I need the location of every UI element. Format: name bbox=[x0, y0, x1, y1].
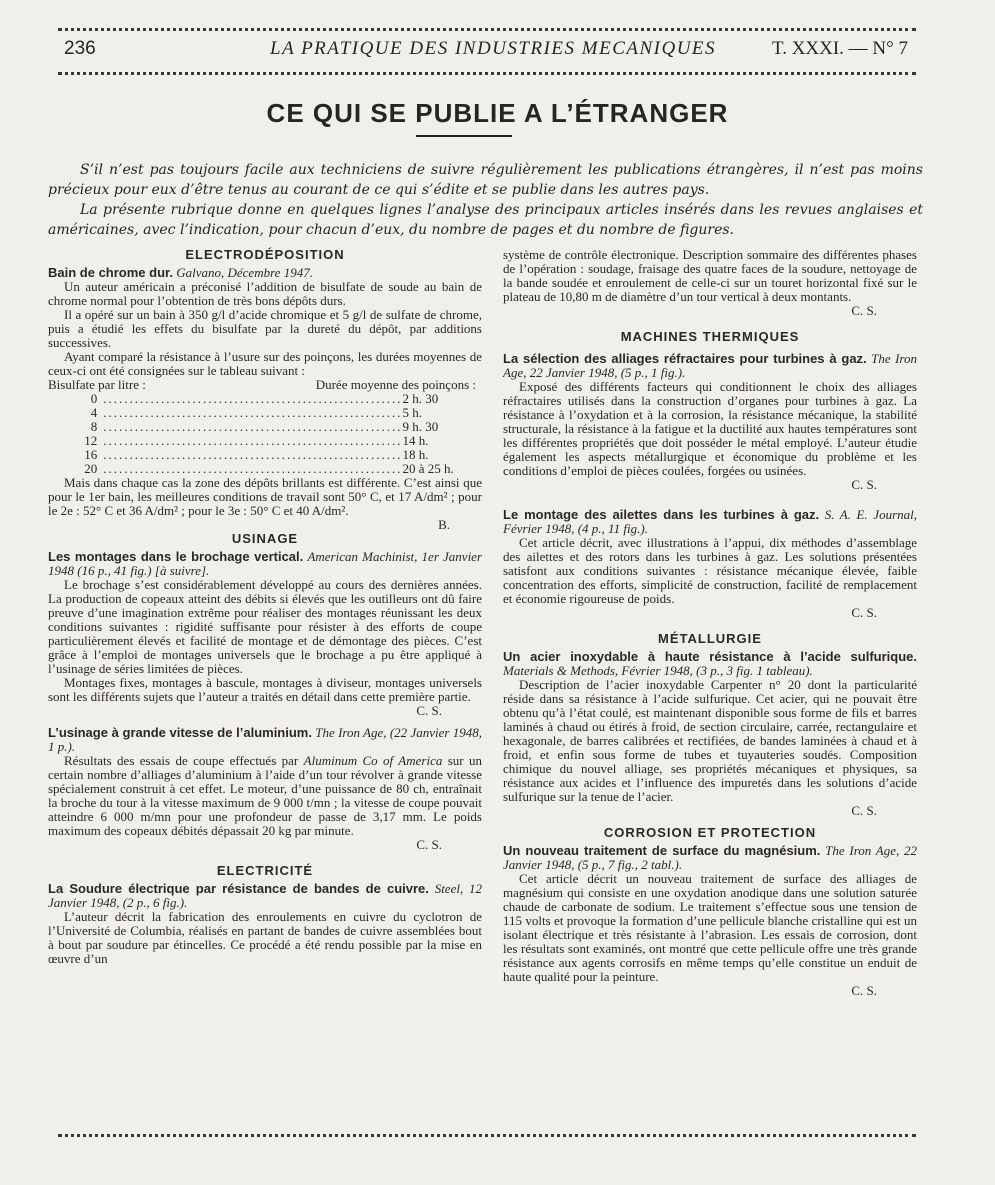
section-heading-usinage: USINAGE bbox=[231, 531, 299, 546]
title-underline bbox=[416, 135, 512, 137]
article-header bbox=[503, 650, 917, 678]
volume-number: T. XXXI. — N° 7 bbox=[772, 38, 909, 59]
table-row bbox=[48, 434, 482, 448]
table-row bbox=[48, 462, 482, 476]
table-cell-duration: 2 h. 30 bbox=[402, 391, 439, 406]
section-heading-metallurgie: MÉTALLURGIE bbox=[658, 631, 762, 646]
table-cell-duration: 20 à 25 h. bbox=[402, 461, 454, 476]
company-name: Aluminum Co of America bbox=[303, 753, 443, 768]
table-cell-duration: 14 h. bbox=[402, 433, 429, 448]
table-column-header: Durée moyenne des poinçons : bbox=[315, 377, 476, 392]
intro-paragraph: S’il n’est pas toujours facile aux techniciens de suivre régulièrement les publications étrangères, il n’est pas moins précieux pour eux d’être tenus au courant de ce qui s’édite et se publie dans les autres pays. bbox=[48, 162, 923, 198]
table-cell-duration: 5 h. bbox=[402, 405, 422, 420]
page-number: 236 bbox=[64, 38, 96, 59]
article-title: Les montages dans le brochage vertical. bbox=[48, 549, 304, 564]
article-paragraph: Il a opéré sur un bain à 350 g/l d’acide chromique et 5 g/l de sulfate de chrome, puis a étudié les effets du bisulfate par la dureté du dépôt, par additions successives. bbox=[48, 307, 482, 350]
article-paragraph: Cet article décrit, avec illustrations à l’appui, dix méthodes d’assemblage des ailettes et des rotors dans les turbines à gaz. Les solutions présentées satisfont aux conditions suivantes : résistance mécanique élevée, faible concentration des efforts, simplicité de construction, facilité de remplacement et économie rigoureuse de poids. bbox=[503, 535, 917, 606]
table-cell-duration: 18 h. bbox=[402, 447, 429, 462]
bottom-dotted-rule bbox=[58, 1134, 916, 1137]
article-title: La sélection des alliages réfractaires pour turbines à gaz. bbox=[503, 351, 867, 366]
leader-dots: ......................................................... bbox=[103, 461, 403, 476]
article-signature: C. S. bbox=[851, 303, 877, 318]
article-signature: C. S. bbox=[416, 703, 442, 718]
leader-dots: ......................................................... bbox=[103, 433, 403, 448]
article-paragraph: Montages fixes, montages à bascule, montages à diviseur, montages universels sont les différents sujets que l’auteur a traités en détail dans cette première partie. bbox=[48, 675, 482, 704]
article-signature: C. S. bbox=[851, 983, 877, 998]
running-header bbox=[64, 38, 912, 64]
article-title: L’usinage à grande vitesse de l’aluminium. bbox=[48, 725, 312, 740]
table-cell-bisulfate: 16 bbox=[84, 447, 98, 462]
section-heading-electrodeposition: ELECTRODÉPOSITION bbox=[185, 247, 345, 262]
table-row bbox=[48, 420, 482, 434]
table-cell-bisulfate: 12 bbox=[84, 433, 98, 448]
article-title: Le montage des ailettes dans les turbines à gaz. bbox=[503, 507, 820, 522]
article-source: The Iron Age, (22 Janvier 1948, 1 p.). bbox=[48, 725, 482, 754]
article-paragraph-continued: système de contrôle électronique. Description sommaire des différentes phases de l’opération : soudage, fraisage des quatre faces de la soudure, nettoyage de la bande soudée et enroulement de celle-ci sur un touret horizontal fixé sur le plateau de 10,80 m de diamètre d’un tour vertical à deux montants. bbox=[503, 247, 917, 304]
text-run: sur un certain nombre d’alliages d’aluminium à l’aide d’un tour révolver à grande vitesse spécialement construit à cet effet. Le moteur, d’une puissance de 80 ch, entraînait la broche du tour à la vitesse maximum de 9 000 t/mn ; la vitesse de coupe pouvait atteindre 6 000 m/mn pour une profondeur de passe de 3,17 mm. Le poids maximum des copeaux débités dépassait 20 kg par minute. bbox=[48, 753, 483, 838]
top-dotted-rule bbox=[58, 28, 916, 31]
article-source: S. A. E. Journal, Février 1948, (4 p., 11 fig.). bbox=[503, 507, 917, 536]
table-row bbox=[48, 448, 482, 462]
left-column bbox=[48, 248, 482, 966]
article-title: Un nouveau traitement de surface du magnésium. bbox=[503, 843, 821, 858]
article-header bbox=[48, 550, 482, 578]
article-source: The Iron Age, 22 Janvier 1948, (5 p., 7 fig., 2 tabl.). bbox=[503, 843, 918, 872]
table-cell-bisulfate: 20 bbox=[84, 461, 98, 476]
leader-dots: ......................................................... bbox=[103, 405, 403, 420]
section-heading-corrosion: CORROSION ET PROTECTION bbox=[603, 825, 817, 840]
article-paragraph: Exposé des différents facteurs qui conditionnent le choix des alliages réfractaires utilisés dans la construction d’organes pour turbines à gaz. La résistance à l’oxydation et à la corrosion, la résistance mécanique, la stabilité structurale, la résistance à la fatigue et la ductilité aux hautes températures sont les différentes propriétés que doit posséder le métal employé. L’auteur étudie également les aspects métallurgique et économique du problème et les conditions d’emploi de pièces coulées, forgées ou usinées. bbox=[503, 379, 917, 478]
article-paragraph: Le brochage s’est considérablement développé au cours des dernières années. La production de copeaux atteint des débits si élevés que les outilleurs ont dû faire preuve d’une imagination extrême pour réaliser des montages réunissant les deux conditions suivantes : rigidité suffisante pour résister à des efforts de coupe particulièrement élevés et facilité de montage et de démontage des pièces. C’est grâce à l’emploi de montages universels que le brochage a pu être appliqué à l’usinage de séries limitées de pièces. bbox=[48, 577, 482, 676]
leader-dots: ......................................................... bbox=[103, 447, 403, 462]
text-run: Résultats des essais de coupe effectués par bbox=[64, 753, 299, 768]
article-signature: C. S. bbox=[851, 803, 877, 818]
table-cell-bisulfate: 0 bbox=[90, 391, 98, 406]
leader-dots: ......................................................... bbox=[103, 419, 403, 434]
article-header bbox=[503, 508, 917, 536]
article-header bbox=[48, 266, 482, 280]
table-column-header: Bisulfate par litre : bbox=[48, 377, 146, 392]
table-cell-duration: 9 h. 30 bbox=[402, 419, 439, 434]
article-source: Materials & Methods, Février 1948, (3 p., 3 fig. 1 tableau). bbox=[503, 663, 813, 678]
article-header bbox=[503, 352, 917, 380]
table-row bbox=[48, 406, 482, 420]
article-paragraph bbox=[48, 754, 482, 838]
section-heading-machines-thermiques: MACHINES THERMIQUES bbox=[620, 329, 800, 344]
article-paragraph: Ayant comparé la résistance à l’usure sur des poinçons, les durées moyennes de ceux-ci ont été consignées sur le tableau suivant : bbox=[48, 349, 482, 378]
article-source: Galvano, Décembre 1947. bbox=[176, 265, 313, 280]
article-signature: C. S. bbox=[416, 837, 442, 852]
article-signature: B. bbox=[438, 517, 450, 532]
article-signature: C. S. bbox=[851, 477, 877, 492]
article-source: The Iron Age, 22 Janvier 1948, (5 p., 1 fig.). bbox=[503, 351, 918, 380]
article-title: Bain de chrome dur. bbox=[48, 265, 173, 280]
header-dotted-rule bbox=[58, 72, 916, 75]
article-paragraph: Cet article décrit un nouveau traitement de surface des alliages de magnésium qui consiste en une oxydation anodique dans une solution saturée chaude de carbonate de sodium. Le traitement s’effectue sous une tension de 115 volts et provoque la formation d’une pellicule blanche cristalline qui est un isolant électrique et très résistante à l’abrasion. Les essais de corrosion, dont les résultats sont examinés, ont montré que cette pellicule offre une très grande résistance aux agents corrosifs en même temps qu’elle constitue un enduit de haute qualité pour la peinture. bbox=[503, 871, 917, 984]
table-row bbox=[48, 392, 482, 406]
article-title: Un acier inoxydable à haute résistance à l’acide sulfurique. bbox=[503, 649, 917, 664]
journal-title: LA PRATIQUE DES INDUSTRIES MECANIQUES bbox=[270, 38, 717, 59]
page-title: CE QUI SE PUBLIE A L’ÉTRANGER bbox=[266, 98, 729, 128]
article-signature: C. S. bbox=[851, 605, 877, 620]
article-paragraph: L’auteur décrit la fabrication des enroulements en cuivre du cyclotron de l’Université de Columbia, réalisés en partant de bandes de cuivre assemblées bout à bout par soudure par étincelles. Ce procédé a été rendu possible par la mise en œuvre d’un bbox=[48, 909, 482, 966]
introduction bbox=[48, 160, 923, 240]
table-cell-bisulfate: 8 bbox=[90, 419, 98, 434]
article-source: Steel, 12 Janvier 1948, (2 p., 6 fig.). bbox=[48, 881, 482, 910]
article-title: La Soudure électrique par résistance de bandes de cuivre. bbox=[48, 881, 429, 896]
article-paragraph: Un auteur américain a préconisé l’addition de bisulfate de soude au bain de chrome normal pour l’obtention de très bons dépôts durs. bbox=[48, 279, 482, 308]
article-paragraph: Description de l’acier inoxydable Carpenter n° 20 dont la particularité réside dans sa résistance à l’acide sulfurique. Cet acier, qui ne pouvait être obtenu qu’à l’état coulé, est maintenant disponible sous forme de fils et barres laminés à chaud ou étirés à froid, de section circulaire, carrée, rectangulaire et hexagonale, de barres calibrées et rectifiées, de bandes laminées à chaud et à froid, et enfin sous forme de tubes et tuyauteries soudés. Composition chimique du nouvel alliage, ses propriétés mécaniques et physiques, sa résistance aux acides et l’influence des impuretés dans les solutions d’acide sulfurique sur la tenue de l’acier. bbox=[503, 677, 917, 804]
article-header bbox=[48, 726, 482, 754]
article-header bbox=[48, 882, 482, 910]
right-column bbox=[503, 248, 917, 998]
article-source: American Machinist, 1er Janvier 1948 (16 p., 41 fig.) [à suivre]. bbox=[48, 549, 483, 578]
table-header bbox=[48, 378, 482, 392]
table-cell-bisulfate: 4 bbox=[90, 405, 98, 420]
section-heading-electricite: ELECTRICITÉ bbox=[216, 863, 314, 878]
intro-paragraph: La présente rubrique donne en quelques lignes l’analyse des principaux articles insérés dans les revues anglaises et américaines, avec l’indication, pour chacun d’eux, du nombre de pages et du nombre de figures. bbox=[48, 202, 923, 238]
article-paragraph: Mais dans chaque cas la zone des dépôts brillants est différente. C’est ainsi que pour le 1er bain, les meilleures conditions de travail sont 50° C, et 17 A/dm² ; pour le 2e : 52° C et 36 A/dm² ; pour le 3e : 50° C et 40 A/dm². bbox=[48, 475, 482, 518]
article-header bbox=[503, 844, 917, 872]
leader-dots: ......................................................... bbox=[103, 391, 403, 406]
